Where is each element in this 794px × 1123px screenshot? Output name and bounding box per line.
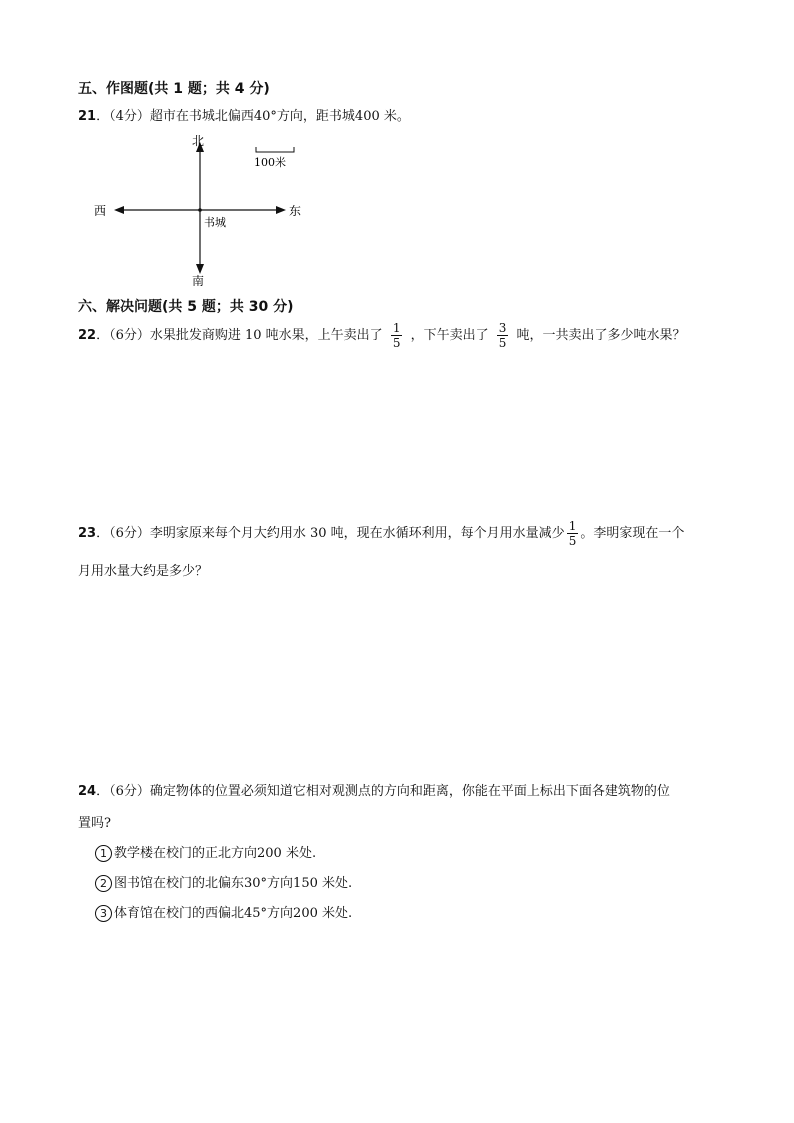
west-label: 西 — [94, 204, 107, 218]
list-item — [95, 902, 352, 922]
question-23 — [78, 516, 684, 552]
question-text: ，下午卖出了 — [410, 328, 489, 343]
question-text: 。李明家现在一个 — [580, 526, 685, 541]
question-number: 24 — [78, 784, 97, 799]
numerator: 1 — [392, 321, 401, 335]
east-arrow — [276, 206, 286, 214]
question-number: 23 — [78, 526, 97, 541]
circled-number: 2 — [95, 875, 112, 892]
list-item-text: 体育馆在校门的西偏北45°方向200 米处. — [114, 906, 353, 921]
list-item — [95, 872, 352, 892]
question-text: 超市在书城北偏西40°方向，距书城400 米。 — [149, 109, 410, 124]
denominator: 5 — [392, 336, 401, 350]
denominator: 5 — [568, 534, 577, 548]
question-text: 确定物体的位置必须知道它相对观测点的方向和距离，你能在平面上标出下面各建筑物的位 — [149, 784, 670, 799]
south-arrow — [196, 264, 204, 274]
question-22 — [78, 318, 686, 354]
east-label: 东 — [289, 204, 302, 218]
list-item-text: 教学楼在校门的正北方向200 米处. — [114, 846, 317, 861]
question-24-line-2: 置吗? — [78, 816, 111, 831]
circled-number: 1 — [95, 845, 112, 862]
question-score: ．（6分） — [96, 526, 150, 541]
north-label: 北 — [192, 134, 205, 148]
question-text: 李明家原来每个月大约用水 30 吨，现在水循环利用，每个月用水量减少 — [149, 526, 565, 541]
question-23-line-2: 月用水量大约是多少？ — [78, 564, 209, 579]
section-5-title: 五、作图题(共 1 题；共 4 分) — [78, 81, 270, 97]
question-text: 水果批发商购进 10 吨水果，上午卖出了 — [149, 328, 383, 343]
section-6-title: 六、解决问题(共 5 题；共 30 分) — [78, 299, 294, 315]
denominator: 5 — [498, 336, 507, 350]
question-text: 吨，一共卖出了多少吨水果？ — [516, 328, 686, 343]
center-point — [198, 208, 202, 212]
question-24 — [78, 780, 670, 799]
question-21 — [78, 105, 410, 124]
fraction — [497, 321, 509, 350]
question-score: ．（4分） — [96, 109, 150, 124]
west-arrow — [114, 206, 124, 214]
fraction — [391, 321, 403, 350]
circled-number: 3 — [95, 905, 112, 922]
scale-bar — [256, 147, 294, 152]
question-number: 21 — [78, 109, 97, 124]
fraction — [567, 519, 579, 548]
question-score: ．（6分） — [96, 784, 150, 799]
compass-diagram — [90, 130, 310, 290]
south-label: 南 — [192, 274, 205, 288]
center-label: 书城 — [204, 216, 226, 229]
numerator: 1 — [568, 519, 577, 533]
list-item — [95, 842, 316, 862]
numerator: 3 — [498, 321, 507, 335]
question-number: 22 — [78, 328, 97, 343]
list-item-text: 图书馆在校门的北偏东30°方向150 米处. — [114, 876, 353, 891]
question-score: ．（6分） — [96, 328, 150, 343]
scale-label: 100米 — [254, 156, 286, 169]
